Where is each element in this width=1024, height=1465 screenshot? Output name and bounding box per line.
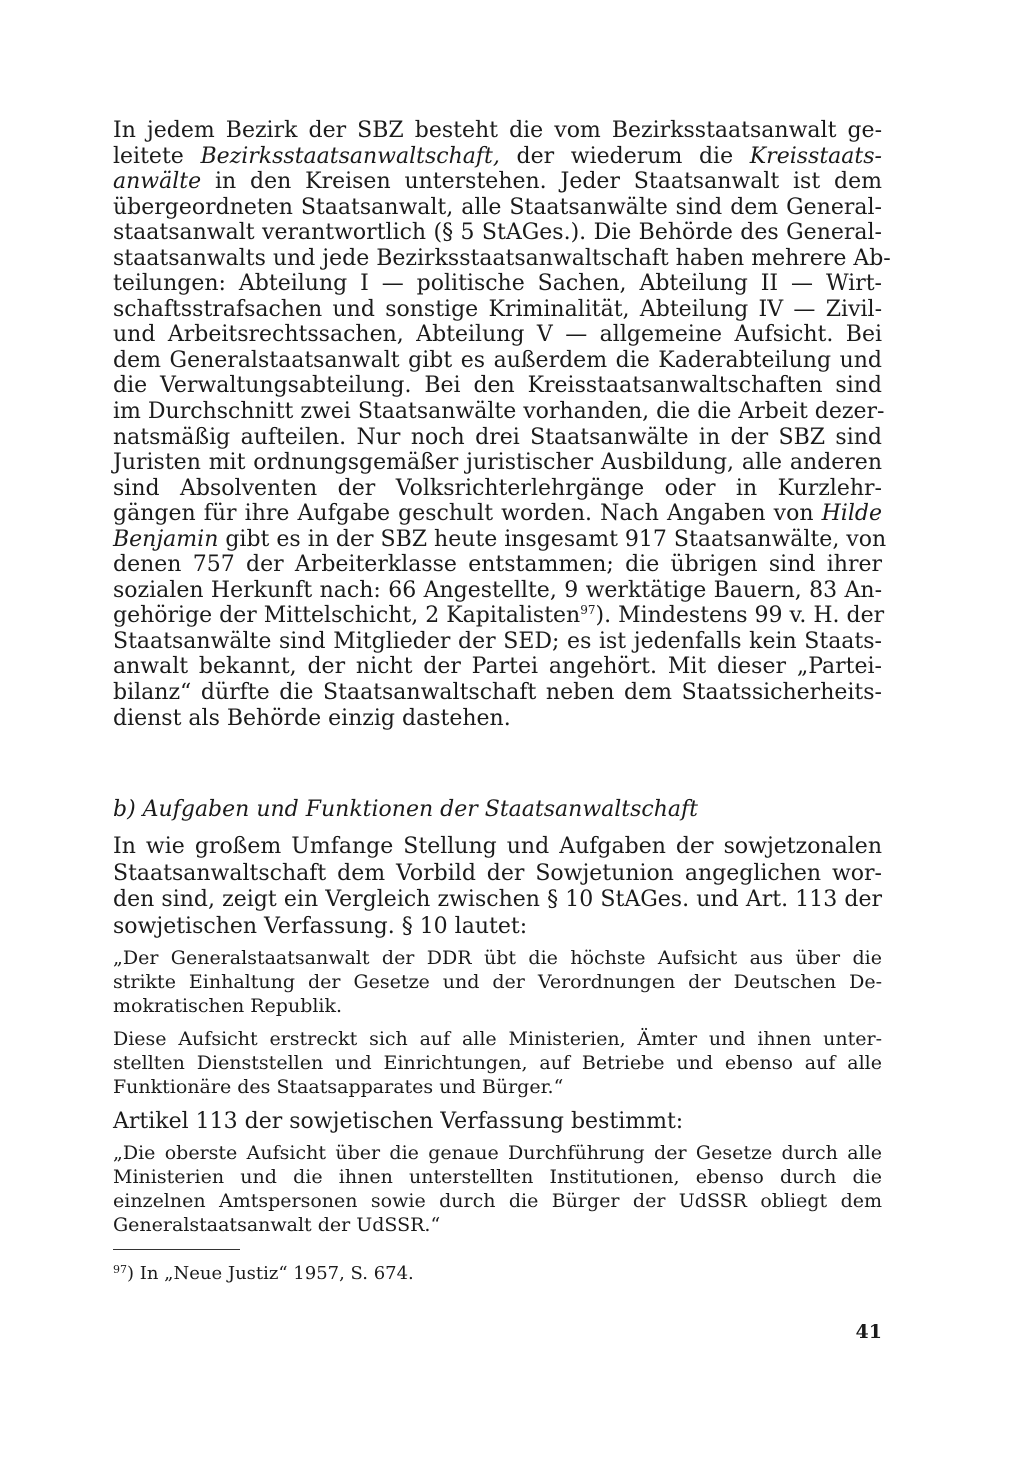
text-segment: dienst als Behörde einzig dastehen. <box>113 705 511 731</box>
text-line <box>113 348 882 374</box>
text-line: Staatsanwaltschaft dem Vorbild der Sowjetunion angeglichen wor- <box>113 860 882 886</box>
text-line: Ministerien und die ihnen unterstellten Institutionen, ebenso durch die <box>113 1166 882 1188</box>
intro-paragraph <box>113 834 882 940</box>
footnote-reference: 97 <box>580 603 596 618</box>
text-segment: gibt es in der SBZ heute insgesamt 917 Staatsanwälte, von <box>218 526 887 552</box>
text-segment: leitete <box>113 143 201 169</box>
text-segment: natsmäßig aufteilen. Nur noch drei Staatsanwälte in der SBZ sind <box>113 424 882 450</box>
text-line <box>113 144 882 170</box>
italic-text: Bezirksstaatsanwaltschaft, <box>200 143 500 169</box>
quote-paragraph-1 <box>113 946 882 1018</box>
footnote-divider <box>113 1249 240 1250</box>
text-line <box>113 526 887 553</box>
text-segment: In jedem Bezirk der SBZ besteht die vom Bezirksstaatsanwalt ge- <box>113 118 882 143</box>
text-line: Diese Aufsicht erstreckt sich auf alle Ministerien, Ämter und ihnen unter- <box>113 1028 882 1050</box>
text-line <box>113 654 882 680</box>
text-segment: bilanz“ dürfte die Staatsanwaltschaft neben dem Staatssicherheits- <box>113 680 882 706</box>
footnote-text: ) In „Neue Justiz“ 1957, S. 674. <box>127 1263 414 1284</box>
text-line <box>113 552 882 578</box>
text-line <box>113 169 882 195</box>
text-line: Generalstaatsanwalt der UdSSR.“ <box>113 1214 441 1236</box>
text-line <box>113 501 882 527</box>
text-line <box>113 425 882 451</box>
text-segment: die Verwaltungsabteilung. Bei den Kreisstaatsanwaltschaften sind <box>113 373 882 399</box>
text-line: stellten Dienststellen und Einrichtungen, auf Betriebe und ebenso auf alle <box>113 1052 882 1074</box>
italic-text: Benjamin <box>113 526 219 552</box>
page-number: 41 <box>855 1321 882 1343</box>
text-line <box>113 118 882 144</box>
text-segment: im Durchschnitt zwei Staatsanwälte vorhanden, die die Arbeit dezer- <box>113 399 885 425</box>
text-segment: in den Kreisen unterstehen. Jeder Staatsanwalt ist dem <box>201 169 882 195</box>
text-line <box>113 399 885 425</box>
text-segment: dem Generalstaatsanwalt gibt es außerdem die Kaderabteilung und <box>113 347 882 373</box>
quote-paragraph-3 <box>113 1141 882 1237</box>
text-line <box>113 322 882 348</box>
text-line <box>113 680 882 706</box>
text-line <box>113 450 882 476</box>
text-line: „Die oberste Aufsicht über die genaue Durchführung der Gesetze durch alle <box>113 1142 882 1164</box>
text-segment: denen 757 der Arbeiterklasse entstammen; die übrigen sind ihrer <box>113 552 882 578</box>
text-line: Funktionäre des Staatsapparates und Bürger.“ <box>113 1076 564 1098</box>
text-line: mokratischen Republik. <box>113 995 343 1017</box>
text-segment: staatsanwalts und jede Bezirksstaatsanwaltschaft haben mehrere Ab- <box>113 245 891 271</box>
text-line <box>113 373 882 399</box>
text-line: sowjetischen Verfassung. § 10 lautet: <box>113 913 528 939</box>
text-line <box>113 706 882 732</box>
text-segment: schaftsstrafsachen und sonstige Kriminalität, Abteilung IV — Zivil- <box>113 296 882 322</box>
text-segment: teilungen: Abteilung I — politische Sachen, Abteilung II — Wirt- <box>113 271 882 297</box>
text-segment: ). Mindestens 99 v. H. der <box>595 603 885 629</box>
text-line <box>113 476 882 502</box>
main-paragraph <box>113 118 891 731</box>
text-line <box>113 603 885 629</box>
text-segment: Staatsanwälte sind Mitglieder der SED; es ist jedenfalls kein Staats- <box>113 628 882 654</box>
text-line <box>113 220 882 246</box>
text-line <box>113 195 882 221</box>
text-segment: der wiederum die <box>499 143 750 169</box>
text-segment: gängen für ihre Aufgabe geschult worden. Nach Angaben von <box>113 501 822 527</box>
text-line <box>113 629 882 655</box>
italic-text: anwälte <box>113 169 202 195</box>
text-line <box>113 271 882 297</box>
text-segment: Juristen mit ordnungsgemäßer juristischer Ausbildung, alle anderen <box>113 450 882 476</box>
text-line <box>113 245 891 272</box>
text-line: strikte Einhaltung der Gesetze und der Verordnungen der Deutschen De- <box>113 971 882 993</box>
footnote <box>113 1259 414 1285</box>
quote-paragraph-2 <box>113 1027 882 1099</box>
text-segment: gehörige der Mittelschicht, 2 Kapitalisten <box>113 603 581 629</box>
text-line: „Der Generalstaatsanwalt der DDR übt die höchste Aufsicht aus über die <box>113 947 882 969</box>
italic-text: Kreisstaats- <box>749 143 882 169</box>
article-intro: Artikel 113 der sowjetischen Verfassung bestimmt: <box>113 1109 684 1134</box>
text-segment: staatsanwalt verantwortlich (§ 5 StAGes.). Die Behörde des General- <box>113 220 882 246</box>
section-heading: b) Aufgaben und Funktionen der Staatsanwaltschaft <box>113 797 699 822</box>
text-segment: anwalt bekannt, der nicht der Partei angehört. Mit dieser „Partei- <box>113 654 882 680</box>
text-segment: und Arbeitsrechtssachen, Abteilung V — allgemeine Aufsicht. Bei <box>113 322 882 348</box>
text-line: In wie großem Umfange Stellung und Aufgaben der sowjetzonalen <box>113 834 882 859</box>
footnote-marker: 97 <box>113 1263 127 1276</box>
text-segment: sind Absolventen der Volksrichterlehrgänge oder in Kurzlehr- <box>113 475 882 501</box>
text-line <box>113 578 882 604</box>
text-segment: sozialen Herkunft nach: 66 Angestellte, 9 werktätige Bauern, 83 An- <box>113 577 882 603</box>
italic-text: Hilde <box>821 501 882 527</box>
text-line <box>113 297 882 323</box>
text-segment: übergeordneten Staatsanwalt, alle Staatsanwälte sind dem General- <box>113 194 882 220</box>
text-line: einzelnen Amtspersonen sowie durch die Bürger der UdSSR obliegt dem <box>113 1190 882 1212</box>
text-line: den sind, zeigt ein Vergleich zwischen § 10 StAGes. und Art. 113 der <box>113 887 882 912</box>
